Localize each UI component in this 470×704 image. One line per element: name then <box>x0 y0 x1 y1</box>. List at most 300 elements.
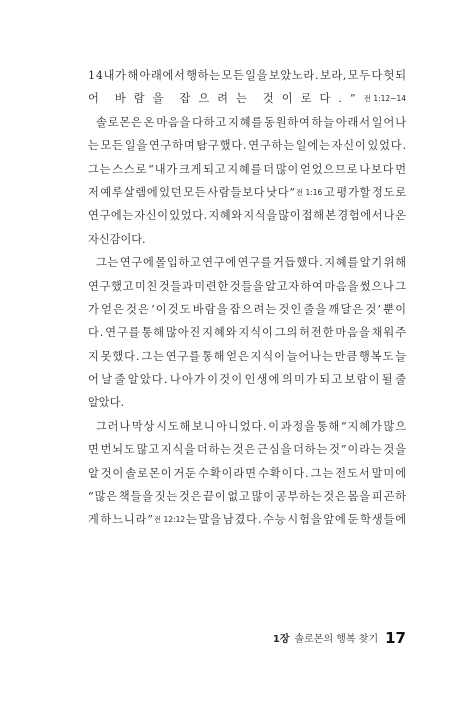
text-char: 이 <box>368 373 380 387</box>
text-char: 을 <box>347 279 359 293</box>
text-char: 보 <box>192 419 203 433</box>
text-char: 이 <box>281 92 293 106</box>
text-char: 둔 <box>185 466 197 480</box>
text-char: 근 <box>257 443 268 457</box>
text-char: . <box>314 69 319 82</box>
text-char: 들 <box>230 185 242 199</box>
text-char: 되 <box>203 162 214 176</box>
text-char: 입 <box>166 256 178 270</box>
text-char: . <box>263 419 267 433</box>
text-char: 라 <box>233 466 245 480</box>
text-char: 다 <box>307 256 319 270</box>
text-char: 라 <box>135 513 147 527</box>
page-number: 17 <box>385 629 406 647</box>
text-char: 마 <box>335 326 347 340</box>
text-char: 가 <box>306 373 317 387</box>
text-char: 연 <box>165 349 177 363</box>
text-char: 이 <box>221 466 233 480</box>
text-char: 든 <box>232 69 244 82</box>
text-char: 하 <box>300 279 312 293</box>
text-char: 위 <box>383 256 395 270</box>
text-char: 이 <box>281 466 293 480</box>
text-char: 래 <box>347 115 359 129</box>
text-char: 이 <box>287 162 299 176</box>
text-char: 학 <box>360 513 371 527</box>
text-char: 해 <box>153 326 165 340</box>
text-char: 자 <box>288 279 299 293</box>
text-char: 거 <box>273 256 284 270</box>
text-char: 에 <box>146 185 158 199</box>
text-char: “ <box>148 162 154 176</box>
text-char: 은 <box>131 115 142 129</box>
text-char: 라 <box>359 443 370 457</box>
text-char: 이 <box>207 373 219 387</box>
text-char: 아 <box>139 69 151 82</box>
text-char: 험 <box>348 209 360 223</box>
text-char: ” <box>147 513 154 527</box>
text-char: 을 <box>152 92 164 106</box>
text-char: 연 <box>105 326 117 340</box>
text-char: 하 <box>197 69 209 82</box>
text-char: 려 <box>217 92 228 106</box>
text-char: 많 <box>136 443 148 457</box>
text-char: 니 <box>203 419 215 433</box>
text-char: 잡 <box>179 92 191 106</box>
text-char: 더 <box>196 443 208 457</box>
text-char: 는 <box>321 349 333 363</box>
text-char: 람 <box>356 373 368 387</box>
text-char: 말 <box>371 466 383 480</box>
text-char: 는 <box>265 302 277 316</box>
chapter-title: 솔로몬의 행복 찾기 <box>294 634 379 645</box>
text-char: 다 <box>390 139 402 153</box>
paragraph-first-line <box>88 251 406 274</box>
text-char: 했 <box>296 256 307 270</box>
text-char: 사 <box>207 185 219 199</box>
text-char: 연 <box>202 256 214 270</box>
text-char: 하 <box>304 443 316 457</box>
text-char: 구 <box>131 256 143 270</box>
text-char: 고 <box>148 443 160 457</box>
text-char: 되 <box>319 373 331 387</box>
text-char: 므 <box>335 162 346 176</box>
text-char: 마 <box>156 115 167 129</box>
text-char: 도 <box>179 302 191 316</box>
text-char: 와 <box>231 209 243 223</box>
text-char: 지 <box>243 209 255 223</box>
text-char: 전 <box>335 466 347 480</box>
text-char: . <box>135 349 140 363</box>
text-char: 연 <box>237 256 249 270</box>
text-char: 노 <box>291 69 303 82</box>
text-char: 연 <box>148 139 160 153</box>
text-line <box>88 391 406 414</box>
text-char: 고 <box>215 115 227 129</box>
text-char: ” <box>349 92 356 106</box>
text-char: 알 <box>88 466 99 480</box>
text-char: 알 <box>127 373 139 387</box>
text-char: 나 <box>310 349 322 363</box>
text-char: 보 <box>242 185 253 199</box>
text-char: 더 <box>263 162 275 176</box>
text-char: 구 <box>160 139 172 153</box>
text-char: . <box>243 139 247 153</box>
text-line <box>88 485 406 508</box>
text-char: 다 <box>319 92 331 106</box>
text-char: 그 <box>274 326 286 340</box>
text-char: 워 <box>383 326 395 340</box>
text-char: 어 <box>298 349 310 363</box>
text-char: 스 <box>112 162 124 176</box>
text-char: 이 <box>263 490 275 504</box>
text-char: 해 <box>127 69 139 82</box>
text-char: 면 <box>88 443 99 457</box>
verse-reference: 전 12:12 <box>153 515 186 525</box>
text-char: 혜 <box>213 326 225 340</box>
text-char: 다 <box>382 162 394 176</box>
text-char: 고 <box>239 490 250 504</box>
text-char: 경 <box>337 209 349 223</box>
text-char: 었 <box>239 419 251 433</box>
text-char: 혜 <box>239 115 251 129</box>
text-char: 심 <box>268 443 280 457</box>
text-char: , <box>342 69 347 82</box>
text-char: 날 <box>101 373 113 387</box>
text-char: ” <box>289 185 296 199</box>
text-line <box>88 368 406 391</box>
text-line <box>88 64 406 87</box>
text-char: 면 <box>245 466 257 480</box>
text-char: 은 <box>106 490 118 504</box>
text-char: . <box>142 232 146 246</box>
text-char: 시 <box>287 513 299 527</box>
text-char: 는 <box>322 466 334 480</box>
text-char: 상 <box>143 419 155 433</box>
text-char: 는 <box>236 92 247 106</box>
text-char: 다 <box>192 115 203 129</box>
text-char: 에 <box>142 256 154 270</box>
text-char: 신 <box>343 139 355 153</box>
text-char: 이 <box>261 326 273 340</box>
text-char: 람 <box>218 185 230 199</box>
text-char: 모 <box>183 185 195 199</box>
text-char: 를 <box>189 349 200 363</box>
text-char: 가 <box>347 185 359 199</box>
text-char: 게 <box>190 162 202 176</box>
text-char: 연 <box>119 256 131 270</box>
text-char: 가 <box>166 162 178 176</box>
text-char: 는 <box>310 490 322 504</box>
text-char: 행 <box>359 349 370 363</box>
text-char: 에 <box>225 256 237 270</box>
text-char: 능 <box>274 513 286 527</box>
text-char: 고 <box>323 185 335 199</box>
text-char: 을 <box>280 443 292 457</box>
text-char: 줄 <box>114 373 126 387</box>
text-char: 의 <box>281 373 293 387</box>
text-char: 늘 <box>395 349 406 363</box>
text-char: 들 <box>383 513 395 527</box>
text-char: “ <box>340 419 347 433</box>
verse-reference: 전 1:12~14 <box>363 94 406 104</box>
text-char: 어 <box>383 115 395 129</box>
text-char: 아 <box>181 373 193 387</box>
text-char: 저 <box>88 185 99 199</box>
text-char: 행 <box>186 69 198 82</box>
text-char: 으 <box>395 419 406 433</box>
text-char: 에 <box>307 139 319 153</box>
text-char: 를 <box>347 256 359 270</box>
text-char: 것 <box>262 92 274 106</box>
text-char: 고 <box>214 162 226 176</box>
text-char: 다 <box>293 466 305 480</box>
text-char: ” <box>340 443 347 457</box>
text-char: 를 <box>251 115 263 129</box>
body-text <box>88 64 406 532</box>
text-char: 큼 <box>346 349 358 363</box>
text-char: 아 <box>216 419 228 433</box>
text-char: 이 <box>347 443 359 457</box>
text-char: 하 <box>100 513 112 527</box>
text-char: 나 <box>383 209 395 223</box>
text-char: 평 <box>336 185 348 199</box>
text-char: . <box>203 209 208 223</box>
text-char: 이 <box>157 209 169 223</box>
text-char: ‘ <box>151 302 155 316</box>
text-line <box>88 181 406 204</box>
text-char: 신 <box>98 232 110 246</box>
text-char: 은 <box>244 443 256 457</box>
text-char: 많 <box>94 490 106 504</box>
paragraph-first-line <box>88 415 406 438</box>
text-char: 뇌 <box>112 443 124 457</box>
text-char: 도 <box>382 349 394 363</box>
text-line <box>88 228 406 251</box>
text-char: 게 <box>88 513 99 527</box>
text-char: 일 <box>295 139 307 153</box>
text-char: 줄 <box>303 302 315 316</box>
text-char: 식 <box>172 443 184 457</box>
text-char: 미 <box>134 279 146 293</box>
text-char: 있 <box>169 209 181 223</box>
text-char: 서 <box>371 209 383 223</box>
text-char: 생 <box>256 373 268 387</box>
text-char: 나 <box>359 162 371 176</box>
text-char: 이 <box>120 232 132 246</box>
text-char: 온 <box>143 115 155 129</box>
text-char: 는 <box>122 209 134 223</box>
text-line <box>88 462 406 485</box>
text-char: 정 <box>292 419 304 433</box>
text-char: 연 <box>88 279 99 293</box>
text-char: 것 <box>158 279 170 293</box>
text-char: 식 <box>262 349 274 363</box>
text-line <box>88 87 406 110</box>
text-line <box>88 298 406 321</box>
text-char: 하 <box>172 139 183 153</box>
text-char: 남 <box>222 513 234 527</box>
text-char: 몬 <box>148 466 160 480</box>
text-char: 로 <box>107 115 119 129</box>
text-char: 것 <box>178 490 190 504</box>
text-char: 었 <box>311 162 323 176</box>
text-char: 많 <box>278 209 290 223</box>
text-char: 는 <box>209 69 221 82</box>
text-char: 은 <box>335 490 346 504</box>
text-char: 늘 <box>323 115 335 129</box>
text-char: 을 <box>142 490 153 504</box>
text-char: 시 <box>156 419 167 433</box>
text-char: 스 <box>123 162 135 176</box>
text-char: 보 <box>370 162 382 176</box>
text-char: . <box>120 396 124 410</box>
text-char: 다 <box>231 139 243 153</box>
text-char: 에 <box>268 373 280 387</box>
text-char: 생 <box>371 513 383 527</box>
text-line <box>88 204 406 227</box>
text-char: 에 <box>162 69 174 82</box>
text-char: 혜 <box>219 209 231 223</box>
text-char: 짓 <box>154 490 166 504</box>
text-char: 될 <box>381 373 393 387</box>
text-line <box>88 438 406 461</box>
text-char: 모 <box>347 69 359 82</box>
text-char: 혜 <box>335 256 347 270</box>
text-char: 것 <box>229 279 241 293</box>
text-char: 았 <box>98 396 110 410</box>
text-char: 했 <box>219 139 231 153</box>
text-char: 많 <box>251 490 263 504</box>
text-char: 다 <box>277 185 289 199</box>
text-char: 헛 <box>383 69 395 82</box>
text-char: 을 <box>315 302 327 316</box>
text-char: 을 <box>395 443 406 457</box>
text-char: 련 <box>205 279 217 293</box>
text-char: 바 <box>192 302 204 316</box>
text-char: 의 <box>286 326 298 340</box>
text-char: 며 <box>183 139 195 153</box>
text-char: 해 <box>213 349 225 363</box>
text-char: 몸 <box>347 490 359 504</box>
text-char: 서 <box>174 69 185 82</box>
text-char: 일 <box>245 69 256 82</box>
paragraph-first-line <box>88 111 406 134</box>
text-char: 하 <box>178 256 190 270</box>
text-char: 둔 <box>347 513 359 527</box>
text-char: 하 <box>287 115 299 129</box>
text-char: 로 <box>135 162 147 176</box>
text-char: 부 <box>287 490 299 504</box>
text-char: 로 <box>395 185 406 199</box>
text-char: 아 <box>335 115 347 129</box>
text-char: 알 <box>359 256 371 270</box>
text-char: 자 <box>134 209 146 223</box>
text-line <box>88 134 406 157</box>
text-char: 모 <box>100 139 112 153</box>
text-char: 했 <box>112 349 124 363</box>
text-char: 든 <box>112 139 123 153</box>
text-char: 던 <box>170 185 182 199</box>
text-char: 으 <box>323 162 335 176</box>
text-char: 것 <box>278 302 290 316</box>
text-char: 이 <box>155 302 167 316</box>
text-char: 보 <box>268 69 280 82</box>
text-char: 구 <box>249 256 261 270</box>
text-char: 하 <box>271 139 283 153</box>
text-char: 미 <box>194 279 206 293</box>
text-char: 접 <box>301 209 313 223</box>
text-char: 하 <box>208 443 220 457</box>
text-char: 들 <box>170 279 182 293</box>
text-char: . <box>163 373 168 387</box>
text-char: 는 <box>99 162 111 176</box>
text-char: 그 <box>395 279 406 293</box>
text-char: 음 <box>167 115 179 129</box>
text-char: 서 <box>359 115 371 129</box>
text-char: 먼 <box>395 162 406 176</box>
text-char: 가 <box>115 69 126 82</box>
text-char: 다 <box>109 396 121 410</box>
text-char: 이 <box>231 373 243 387</box>
text-char: 구 <box>259 139 271 153</box>
text-char: 신 <box>145 209 157 223</box>
text-char: 많 <box>165 326 177 340</box>
text-char: 것 <box>383 443 395 457</box>
text-char: 그 <box>96 256 107 270</box>
text-char: 책 <box>118 490 130 504</box>
text-char: 이 <box>160 466 172 480</box>
text-char: 채 <box>371 326 383 340</box>
text-char: 는 <box>370 443 382 457</box>
text-char: 이 <box>214 490 226 504</box>
text-char: 지 <box>228 115 239 129</box>
text-char: 있 <box>367 139 379 153</box>
text-char: 늘 <box>286 349 298 363</box>
text-char: 그 <box>141 349 153 363</box>
text-char: 두 <box>359 69 371 82</box>
text-char: 앞 <box>323 513 335 527</box>
text-char: 으 <box>371 279 383 293</box>
text-char: 뿐 <box>383 302 395 316</box>
text-char: 는 <box>319 139 330 153</box>
text-char: 을 <box>304 419 316 433</box>
text-char: 는 <box>316 443 328 457</box>
text-char: 듭 <box>284 256 296 270</box>
text-char: 탐 <box>196 139 208 153</box>
text-char: 여 <box>299 115 310 129</box>
text-char: 을 <box>266 209 278 223</box>
text-char: 곤 <box>383 490 395 504</box>
text-char: 다 <box>124 349 135 363</box>
text-char: 여 <box>312 279 323 293</box>
text-char: 썼 <box>359 279 371 293</box>
text-char: 것 <box>126 302 137 316</box>
text-char: 지 <box>160 443 172 457</box>
chapter-label: 1장 <box>272 634 290 645</box>
text-char: 은 <box>113 302 124 316</box>
text-char: 연 <box>248 139 260 153</box>
text-char: 다 <box>192 209 203 223</box>
text-char: 것 <box>365 302 377 316</box>
text-char: 고 <box>189 256 201 270</box>
text-char: 으 <box>198 92 210 106</box>
text-char: 달 <box>340 302 352 316</box>
text-char: 다 <box>251 419 263 433</box>
text-char: 가 <box>370 419 382 433</box>
text-char: 지 <box>208 209 220 223</box>
text-char: 식 <box>254 209 266 223</box>
text-char: 에 <box>395 513 406 527</box>
